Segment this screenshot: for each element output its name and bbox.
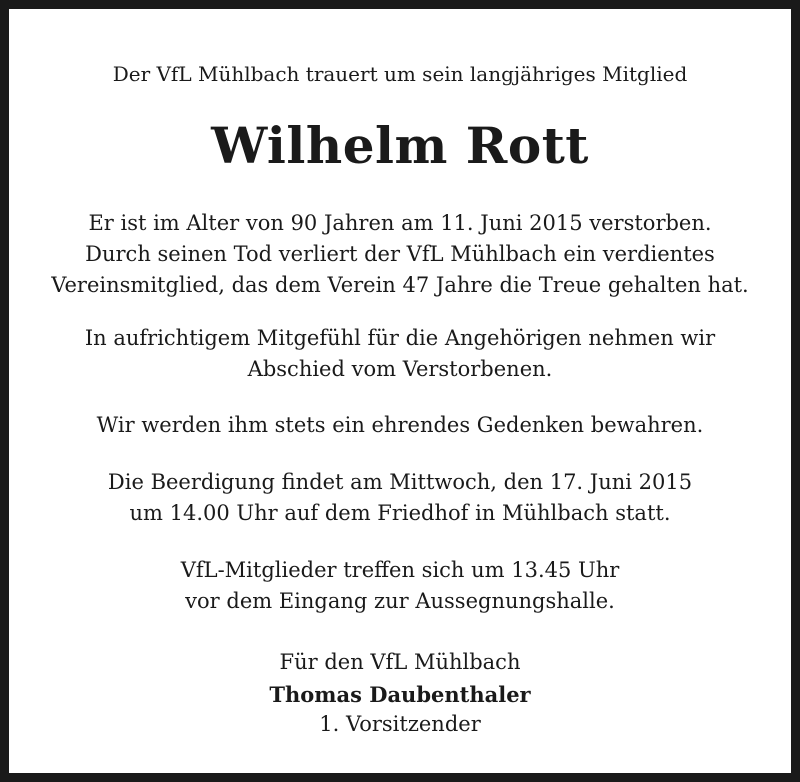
- paragraph-line: Er ist im Alter von 90 Jahren am 11. Juni 2015 verstorben.: [88, 211, 712, 235]
- paragraph-line: Die Beerdigung findet am Mittwoch, den 17. Juni 2015: [107, 470, 693, 494]
- paragraph-remembrance: [9, 410, 791, 441]
- paragraph-line: Vereinsmitglied, das dem Verein 47 Jahre die Treue gehalten hat.: [51, 273, 749, 297]
- paragraph-condolence: [9, 323, 791, 385]
- paragraph-line: Durch seinen Tod verliert der VfL Mühlbach ein verdientes: [85, 242, 715, 266]
- paragraph-funeral-details: [9, 467, 791, 529]
- paragraph-line: VfL-Mitglieder treffen sich um 13.45 Uhr: [180, 558, 620, 582]
- paragraph-line: um 14.00 Uhr auf dem Friedhof in Mühlbach statt.: [129, 501, 671, 525]
- signature-name: Thomas Daubenthaler: [269, 682, 531, 707]
- intro-text: Der VfL Mühlbach trauert um sein langjähriges Mitglied: [112, 62, 688, 86]
- paragraph-line: In aufrichtigem Mitgefühl für die Angehörigen nehmen wir: [84, 326, 716, 350]
- paragraph-death-announcement: [9, 208, 791, 301]
- paragraph-meeting-details: [9, 555, 791, 617]
- paragraph-line: Abschied vom Verstorbenen.: [247, 357, 553, 381]
- signature-role: 1. Vorsitzender: [319, 712, 481, 736]
- paragraph-line: Wir werden ihm stets ein ehrendes Gedenken bewahren.: [96, 413, 704, 437]
- signature-organization: Für den VfL Mühlbach: [279, 650, 521, 674]
- paragraph-line: vor dem Eingang zur Aussegnungshalle.: [185, 589, 615, 613]
- deceased-name: Wilhelm Rott: [211, 116, 589, 175]
